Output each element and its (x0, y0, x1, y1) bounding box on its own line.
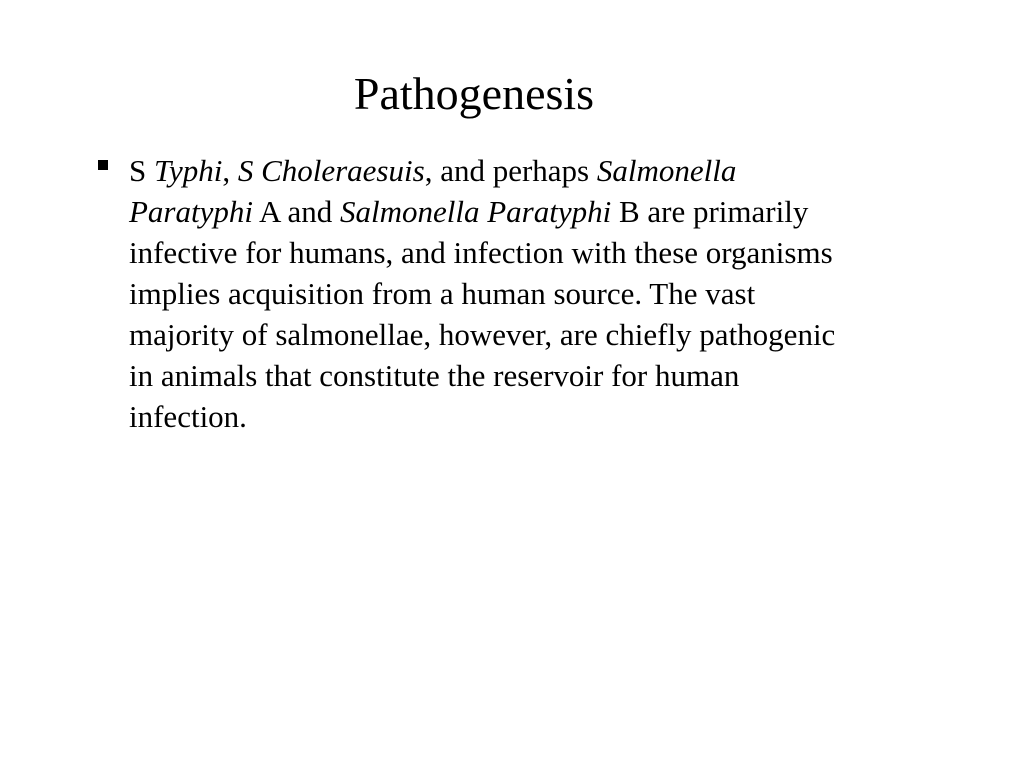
italic-segment: Salmonella (596, 153, 737, 188)
italic-segment: Paratyphi (129, 194, 253, 229)
bullet-line-1 (129, 150, 919, 191)
text-segment: S (129, 153, 154, 188)
italic-segment: S Choleraesuis (237, 153, 425, 188)
bullet-line-2 (129, 191, 919, 232)
bullet-line-6: in animals that constitute the reservoir for human (129, 358, 740, 393)
text-segment: B are primarily (611, 194, 809, 229)
italic-segment: Salmonella Paratyphi (339, 194, 612, 229)
bullet-line-5: majority of salmonellae, however, are chiefly pathogenic (129, 317, 836, 352)
square-bullet-icon (98, 160, 108, 170)
text-segment: , (222, 153, 238, 188)
bullet-text (129, 150, 919, 437)
italic-segment: Typhi (154, 153, 223, 188)
text-segment: A and (253, 194, 340, 229)
bullet-line-3: infective for humans, and infection with these organisms (129, 235, 833, 270)
slide-title: Pathogenesis (353, 68, 595, 119)
text-segment: , and perhaps (424, 153, 597, 188)
bullet-line-4: implies acquisition from a human source. The vast (129, 276, 756, 311)
bullet-line-7: infection. (129, 399, 247, 434)
